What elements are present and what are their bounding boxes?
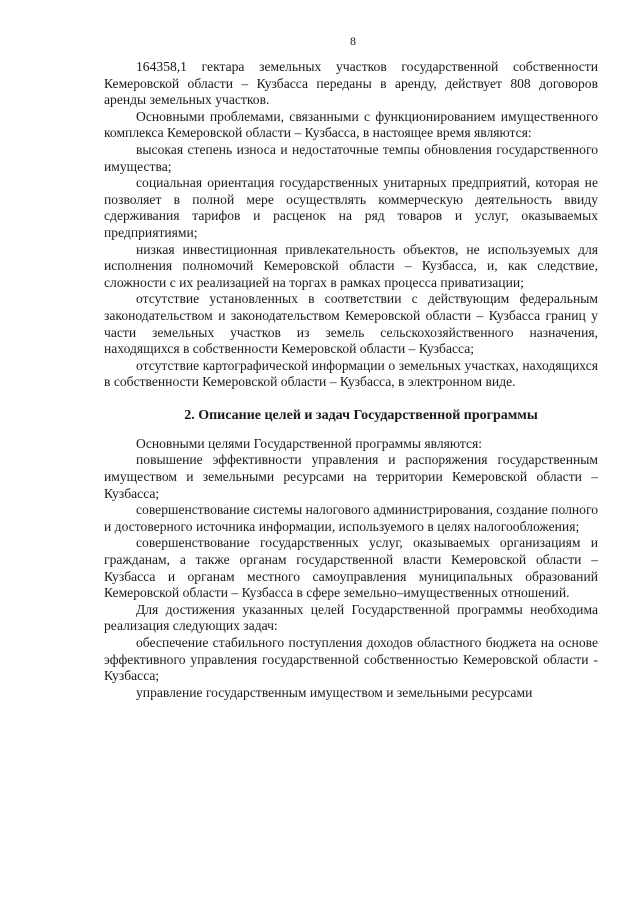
paragraph: управление государственным имуществом и земельными ресурсами bbox=[136, 684, 533, 700]
paragraph: Для достижения указанных целей Государственной программы необходима реализация следующих задач: bbox=[104, 601, 598, 634]
paragraph: низкая инвестиционная привлекательность объектов, не используемых для исполнения полномочий Кемеровской области – Кузбасса, и, как следствие, сложности с их реализацией на торгах в рамках процесса приватизации; bbox=[104, 241, 598, 290]
paragraph: 164358,1 гектара земельных участков государственной собственности Кемеровской области – Кузбасса переданы в аренду, действует 808 договоров аренды земельных участков. bbox=[104, 59, 598, 108]
paragraph: отсутствие картографической информации о земельных участках, находящихся в собственности Кемеровской области – Кузбасса, в электронном виде. bbox=[104, 357, 598, 390]
section-2-heading: 2. Описание целей и задач Государственной программы bbox=[184, 407, 538, 423]
paragraph: обеспечение стабильного поступления доходов областного бюджета на основе эффективного управления государственной собственностью Кемеровской области - Кузбасса; bbox=[104, 635, 598, 684]
paragraph: Основными целями Государственной программы являются: bbox=[136, 435, 483, 451]
section-1-body bbox=[104, 59, 598, 391]
paragraph: совершенствование государственных услуг, оказываемых организациям и гражданам, а также органам государственной власти Кемеровской области – Кузбасса и органам местного самоуправления муниципальных образований Кемеровской области – Кузбасса в сфере земельно–имущественных отношений. bbox=[104, 535, 598, 601]
paragraph: высокая степень износа и недостаточные темпы обновления государственного имущества; bbox=[104, 141, 598, 174]
page-number: 8 bbox=[350, 34, 356, 48]
paragraph: повышение эффективности управления и распоряжения государственным имуществом и земельными ресурсами на территории Кемеровской области – Кузбасса; bbox=[104, 452, 598, 501]
paragraph: отсутствие установленных в соответствии с действующим федеральным законодательством и законодательством Кемеровской области – Кузбасса границ у части земельных участков из земель сельскохозяйственного назначения, находящихся в собственности Кемеровской области – Кузбасса; bbox=[104, 291, 598, 357]
paragraph: совершенствование системы налогового администрирования, создание полного и достоверного источника информации, используемого в целях налогообложения; bbox=[104, 502, 598, 534]
section-2-body bbox=[104, 436, 598, 702]
paragraph: социальная ориентация государственных унитарных предприятий, которая не позволяет в полной мере осуществлять коммерческую деятельность ввиду сдерживания тарифов и расценок на ряд товаров и услуг, оказываемых предприятиями; bbox=[104, 175, 598, 240]
paragraph: Основными проблемами, связанными с функционированием имущественного комплекса Кемеровской области – Кузбасса, в настоящее время являются: bbox=[104, 108, 598, 141]
